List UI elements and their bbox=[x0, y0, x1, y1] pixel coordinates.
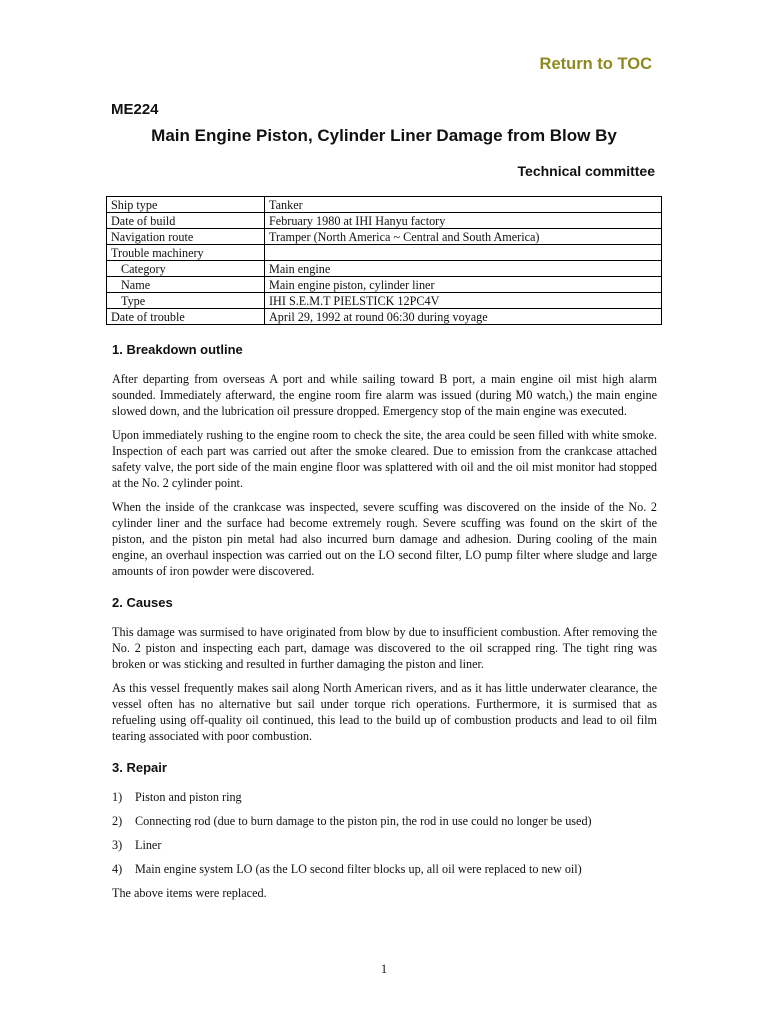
table-cell-label: Date of build bbox=[107, 213, 265, 229]
repair-section bbox=[112, 760, 657, 901]
repair-list bbox=[112, 789, 657, 877]
committee-name: Technical committee bbox=[517, 163, 655, 179]
table-cell-value: February 1980 at IHI Hanyu factory bbox=[265, 213, 662, 229]
list-item-text: Piston and piston ring bbox=[135, 790, 242, 804]
document-title: Main Engine Piston, Cylinder Liner Damage from Blow By bbox=[151, 126, 617, 145]
table-row bbox=[107, 245, 662, 261]
list-item-text: Connecting rod (due to burn damage to the piston pin, the rod in use could no longer be used) bbox=[135, 814, 592, 828]
paragraph: This damage was surmised to have originated from blow by due to insufficient combustion. After removing the No. 2 piston and inspecting each part, damage was discovered to the oil scrapped ring. The tight ring was broken or was sticking and resulted in further damaging the piston and liner. bbox=[112, 625, 657, 671]
list-item-number: 1) bbox=[112, 790, 123, 804]
table-row bbox=[107, 261, 662, 277]
table-cell-label: Trouble machinery bbox=[107, 245, 265, 261]
table-row bbox=[107, 293, 662, 309]
list-item-number: 2) bbox=[112, 814, 123, 828]
table-cell-value: April 29, 1992 at round 06:30 during voyage bbox=[265, 309, 662, 325]
table-row bbox=[107, 277, 662, 293]
table-row bbox=[107, 309, 662, 325]
page-number: 1 bbox=[380, 962, 388, 976]
paragraph: Upon immediately rushing to the engine room to check the site, the area could be seen filled with white smoke. Inspection of each part was carried out after the smoke cleared. Due to emission from the crankcase attached safety valve, the port side of the main engine floor was splattered with oil and the oil mist monitor had stopped at the No. 2 cylinder point. bbox=[112, 428, 657, 490]
table-cell-label: Type bbox=[107, 293, 265, 309]
list-item bbox=[112, 789, 657, 805]
section-heading: 2. Causes bbox=[112, 595, 173, 610]
list-item-text: Main engine system LO (as the LO second filter blocks up, all oil were replaced to new oil) bbox=[135, 862, 582, 876]
table-cell-value: Main engine piston, cylinder liner bbox=[265, 277, 662, 293]
paragraph: As this vessel frequently makes sail along North American rivers, and as it has little underwater clearance, the vessel often has no alternative but sail under torque rich operations. Furthermore, it is surmised that as refueling using off-quality oil continued, this lead to the build up of combustion products and lead to oil film tearing associated with poor combustion. bbox=[112, 681, 657, 743]
return-to-toc-link[interactable]: Return to TOC bbox=[539, 55, 652, 73]
document-code: ME224 bbox=[111, 101, 159, 118]
section-heading: 1. Breakdown outline bbox=[112, 342, 243, 357]
paragraph: After departing from overseas A port and while sailing toward B port, a main engine oil mist high alarm sounded. Immediately afterward, the engine room fire alarm was issued (during M0 watch,) the main engine slowed down, and the lubrication oil pressure dropped. Emergency stop of the main engine was executed. bbox=[112, 372, 657, 418]
list-item-text: Liner bbox=[135, 838, 162, 852]
table-cell-value: Main engine bbox=[265, 261, 662, 277]
breakdown-section bbox=[112, 342, 657, 579]
table-cell-value bbox=[265, 245, 662, 261]
table-cell-label: Date of trouble bbox=[107, 309, 265, 325]
table-row bbox=[107, 229, 662, 245]
table-cell-label: Ship type bbox=[107, 197, 265, 213]
ship-info-table bbox=[106, 196, 662, 325]
table-row bbox=[107, 197, 662, 213]
list-item-number: 3) bbox=[112, 838, 123, 852]
table-row bbox=[107, 213, 662, 229]
table-cell-label: Name bbox=[107, 277, 265, 293]
causes-section bbox=[112, 595, 657, 744]
table-cell-value: Tanker bbox=[265, 197, 662, 213]
paragraph: The above items were replaced. bbox=[112, 886, 267, 900]
list-item bbox=[112, 813, 657, 829]
document-body bbox=[112, 342, 657, 909]
table-cell-value: Tramper (North America ~ Central and South America) bbox=[265, 229, 662, 245]
table-cell-label: Navigation route bbox=[107, 229, 265, 245]
table-cell-value: IHI S.E.M.T PIELSTICK 12PC4V bbox=[265, 293, 662, 309]
list-item bbox=[112, 837, 657, 853]
section-heading: 3. Repair bbox=[112, 760, 167, 775]
paragraph: When the inside of the crankcase was inspected, severe scuffing was discovered on the inside of the No. 2 cylinder liner and the surface had become extremely rough. Severe scuffing was found on the skirt of the piston, and the piston pin metal had also incurred burn damage and adhesion. During cooling of the main engine, an overhaul inspection was carried out on the LO second filter, LO pump filter where sludge and large amounts of iron powder were discovered. bbox=[112, 500, 657, 578]
list-item-number: 4) bbox=[112, 862, 123, 876]
table-cell-label: Category bbox=[107, 261, 265, 277]
list-item bbox=[112, 861, 657, 877]
